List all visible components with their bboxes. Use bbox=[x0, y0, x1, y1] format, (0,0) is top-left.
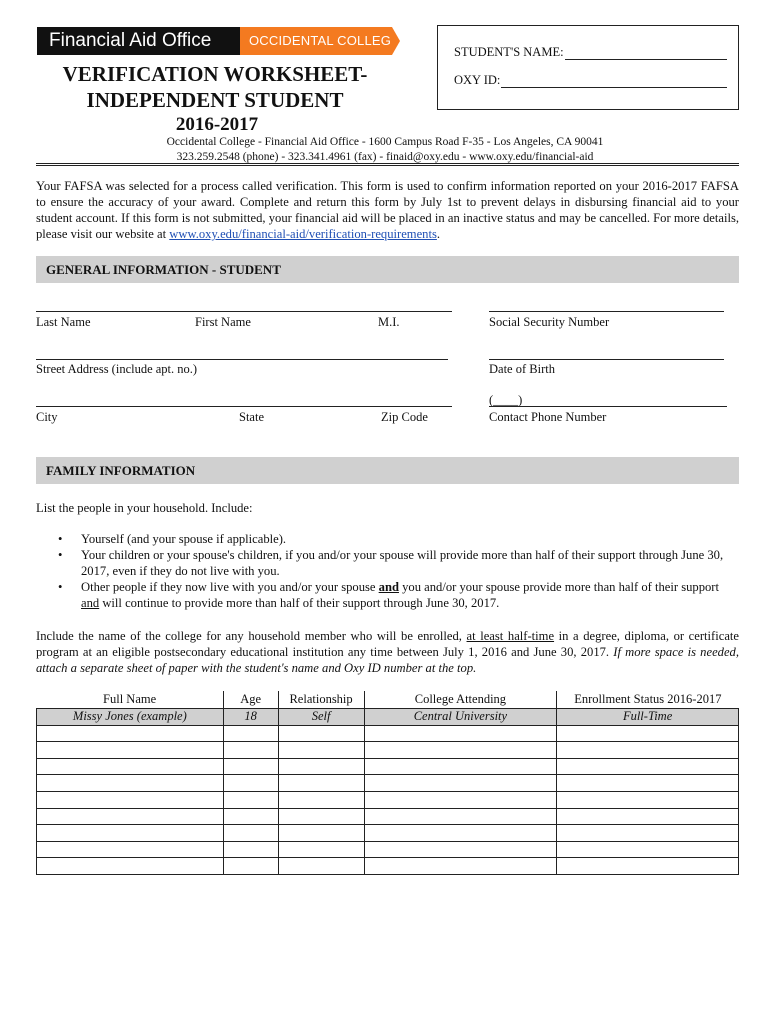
office-address bbox=[0, 135, 770, 165]
table-cell[interactable] bbox=[37, 808, 224, 825]
table-cell[interactable] bbox=[223, 808, 278, 825]
table-cell[interactable] bbox=[223, 825, 278, 842]
table-cell[interactable] bbox=[557, 825, 739, 842]
address-line-2: 323.259.2548 (phone) - 323.341.4961 (fax) - finaid@oxy.edu - www.oxy.edu/financial-aid bbox=[176, 151, 594, 163]
bullet-text: Other people if they now live with you and/or your spouse bbox=[81, 580, 379, 594]
city-label: City bbox=[36, 410, 58, 424]
list-item bbox=[36, 531, 739, 547]
table-cell[interactable] bbox=[557, 841, 739, 858]
table-cell[interactable] bbox=[557, 725, 739, 742]
zip-label: Zip Code bbox=[381, 410, 428, 424]
table-cell[interactable] bbox=[364, 825, 557, 842]
student-name-row bbox=[454, 45, 727, 60]
city-state-zip-field[interactable] bbox=[36, 406, 452, 407]
state-label: State bbox=[239, 410, 264, 424]
table-cell[interactable] bbox=[364, 725, 557, 742]
table-cell[interactable] bbox=[278, 808, 364, 825]
table-cell[interactable] bbox=[37, 775, 224, 792]
column-header: College Attending bbox=[364, 691, 557, 709]
table-cell[interactable] bbox=[364, 808, 557, 825]
last-name-label: Last Name bbox=[36, 315, 91, 329]
table-row bbox=[37, 841, 739, 858]
ssn-label: Social Security Number bbox=[489, 315, 610, 329]
verification-link[interactable]: www.oxy.edu/financial-aid/verification-requirements bbox=[169, 227, 437, 241]
mi-label: M.I. bbox=[378, 315, 400, 329]
intro-end: . bbox=[436, 227, 441, 241]
general-info-heading: GENERAL INFORMATION - STUDENT bbox=[36, 256, 739, 283]
phone-area-code: (____) bbox=[489, 393, 523, 407]
household-list bbox=[36, 531, 739, 611]
extra-space-note: If more space is needed, attach a separate sheet of paper with the student's name and Oxy ID number at the top. bbox=[36, 645, 739, 675]
logo-office-name: Financial Aid Office bbox=[37, 27, 240, 55]
table-cell[interactable] bbox=[223, 742, 278, 759]
column-header: Full Name bbox=[37, 691, 224, 709]
column-header: Age bbox=[223, 691, 278, 709]
table-cell[interactable] bbox=[278, 858, 364, 875]
family-info-heading: FAMILY INFORMATION bbox=[36, 457, 739, 484]
table-cell[interactable] bbox=[37, 791, 224, 808]
student-id-box bbox=[437, 25, 739, 110]
oxy-id-field[interactable] bbox=[501, 74, 727, 88]
table-row bbox=[37, 775, 739, 792]
table-cell[interactable] bbox=[278, 775, 364, 792]
table-row bbox=[37, 825, 739, 842]
table-cell[interactable] bbox=[278, 791, 364, 808]
dob-label: Date of Birth bbox=[489, 362, 555, 376]
household-intro: List the people in your household. Include: bbox=[36, 501, 253, 515]
table-cell[interactable] bbox=[278, 825, 364, 842]
table-cell: Missy Jones (example) bbox=[37, 709, 224, 726]
intro-text: Your FAFSA was selected for a process called verification. This form is used to confirm information reported on your 2016-2017 FAFSA to ensure the accuracy of your award. Complete and return this form by July 1st to prevent delays in disbursing financial aid to your student account. If this form is not submitted, your financial aid will be placed in an inactive status and may be cancelled. For more details, please visit our website at bbox=[36, 179, 739, 241]
address-line-1: Occidental College - Financial Aid Office - 1600 Campus Road F-35 - Los Angeles, CA 90041 bbox=[166, 136, 604, 148]
table-row bbox=[37, 742, 739, 759]
student-name-label: STUDENT'S NAME: bbox=[454, 45, 564, 59]
half-time-emphasis: at least half-time bbox=[466, 629, 555, 643]
oxy-id-row bbox=[454, 73, 727, 88]
bullet-text: Yourself (and your spouse if applicable). bbox=[81, 532, 287, 546]
student-name-field[interactable] bbox=[565, 46, 727, 60]
table-cell: Central University bbox=[364, 709, 557, 726]
table-cell[interactable] bbox=[557, 808, 739, 825]
table-cell[interactable] bbox=[37, 841, 224, 858]
table-cell[interactable] bbox=[278, 742, 364, 759]
form-title bbox=[50, 61, 380, 113]
table-cell[interactable] bbox=[364, 858, 557, 875]
table-cell[interactable] bbox=[557, 858, 739, 875]
table-cell[interactable] bbox=[37, 725, 224, 742]
bullet-emphasis: and bbox=[81, 596, 100, 610]
table-row bbox=[37, 791, 739, 808]
title-line-1: VERIFICATION WORKSHEET- bbox=[62, 62, 368, 86]
table-row bbox=[37, 808, 739, 825]
list-item bbox=[36, 547, 739, 579]
table-cell[interactable] bbox=[223, 775, 278, 792]
award-year: 2016-2017 bbox=[175, 114, 259, 135]
street-address-field[interactable] bbox=[36, 359, 448, 360]
table-row bbox=[37, 858, 739, 875]
table-cell[interactable] bbox=[557, 775, 739, 792]
table-cell: Self bbox=[278, 709, 364, 726]
table-row bbox=[37, 758, 739, 775]
dob-field[interactable] bbox=[489, 359, 724, 360]
table-cell[interactable] bbox=[557, 791, 739, 808]
street-address-label: Street Address (include apt. no.) bbox=[36, 362, 198, 376]
table-cell[interactable] bbox=[37, 742, 224, 759]
table-cell[interactable] bbox=[364, 775, 557, 792]
college-text: in a degree, diploma, or certificate program at an eligible postsecondary educational institution any time between July 1, 2016 and June 30, 2017. bbox=[36, 629, 739, 659]
table-row bbox=[37, 725, 739, 742]
phone-field[interactable] bbox=[489, 406, 727, 407]
bullet-text: Your children or your spouse's children, if you and/or your spouse will provide more than half of their support through June 30, 2017, even if they do not live with you. bbox=[81, 548, 724, 578]
table-cell[interactable] bbox=[37, 825, 224, 842]
table-cell[interactable] bbox=[364, 742, 557, 759]
bullet-emphasis: and bbox=[378, 580, 399, 594]
first-name-label: First Name bbox=[195, 315, 251, 329]
college-text: Include the name of the college for any household member who will be enrolled, bbox=[36, 629, 467, 643]
college-instructions bbox=[36, 628, 739, 676]
table-header-row bbox=[37, 691, 739, 709]
table-cell[interactable] bbox=[223, 725, 278, 742]
table-cell[interactable] bbox=[557, 742, 739, 759]
table-cell[interactable] bbox=[278, 725, 364, 742]
table-cell[interactable] bbox=[223, 841, 278, 858]
table-cell[interactable] bbox=[364, 758, 557, 775]
table-cell[interactable] bbox=[364, 791, 557, 808]
table-cell[interactable] bbox=[37, 758, 224, 775]
household-table bbox=[36, 691, 739, 875]
header-divider-2 bbox=[36, 165, 739, 166]
office-logo bbox=[37, 27, 400, 55]
table-cell[interactable] bbox=[278, 758, 364, 775]
bullet-text: you and/or your spouse provide more than half of their support bbox=[398, 580, 719, 594]
example-row bbox=[37, 709, 739, 726]
table-cell[interactable] bbox=[557, 758, 739, 775]
name-field[interactable] bbox=[36, 311, 452, 312]
column-header: Relationship bbox=[278, 691, 364, 709]
intro-paragraph bbox=[36, 178, 739, 242]
oxy-id-label: OXY ID: bbox=[454, 73, 501, 87]
column-header: Enrollment Status 2016-2017 bbox=[557, 691, 739, 709]
title-line-2: INDEPENDENT STUDENT bbox=[86, 88, 344, 112]
logo-college-name: OCCIDENTAL COLLEGE bbox=[240, 27, 392, 55]
table-cell[interactable] bbox=[364, 841, 557, 858]
table-cell: 18 bbox=[223, 709, 278, 726]
ssn-field[interactable] bbox=[489, 311, 724, 312]
list-item bbox=[36, 579, 739, 611]
table-cell[interactable] bbox=[223, 758, 278, 775]
table-cell[interactable] bbox=[278, 841, 364, 858]
table-cell: Full-Time bbox=[557, 709, 739, 726]
bullet-text: will continue to provide more than half of their support through June 30, 2017. bbox=[99, 596, 500, 610]
phone-label: Contact Phone Number bbox=[489, 410, 607, 424]
header-divider bbox=[36, 163, 739, 164]
table-cell[interactable] bbox=[223, 791, 278, 808]
table-cell[interactable] bbox=[223, 858, 278, 875]
table-cell[interactable] bbox=[37, 858, 224, 875]
